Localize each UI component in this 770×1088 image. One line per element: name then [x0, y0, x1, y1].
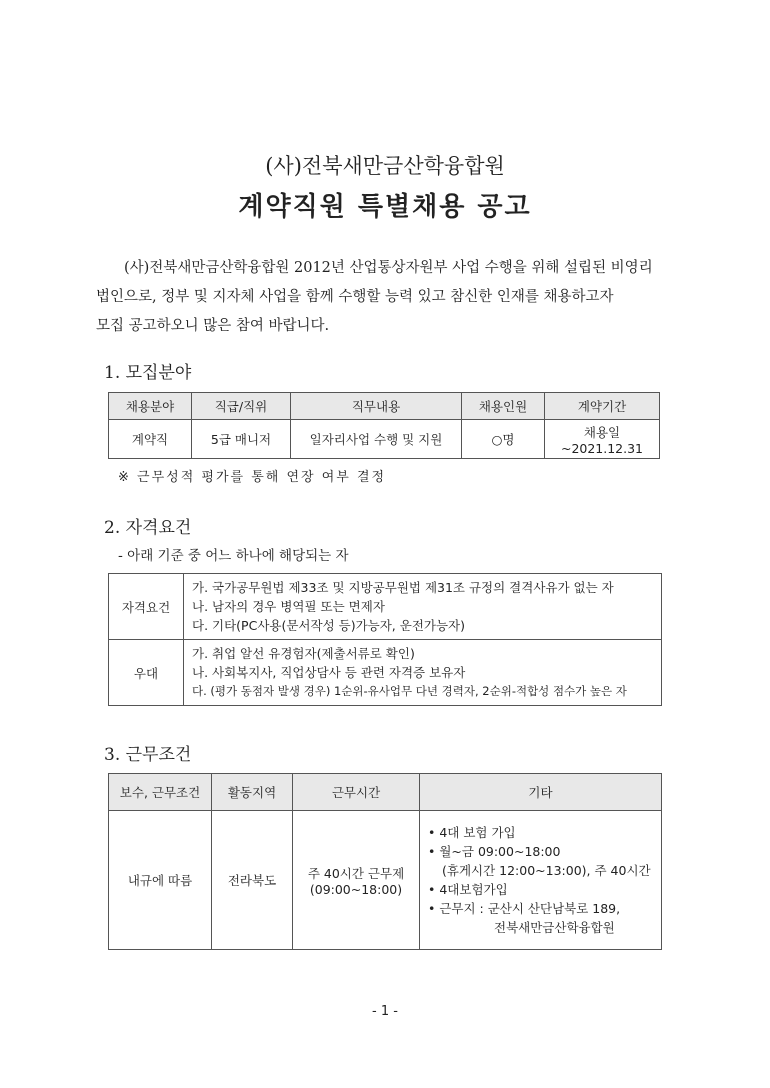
- etc-line: • 월~금 09:00~18:00: [428, 844, 561, 859]
- organization-name: (사)전북새만금산학융합원: [265, 154, 505, 178]
- preference-line: 다. (평가 동점자 발생 경우) 1순위-유사업무 다년 경력자, 2순위-적합성 점수가 높은 자: [192, 684, 627, 698]
- table-row: [109, 811, 662, 950]
- table-cell: 일자리사업 수행 및 지원: [291, 420, 462, 459]
- table-cell: ○명: [462, 420, 545, 459]
- table-cell: [184, 574, 662, 640]
- etc-line: • 근무지 : 군산시 산단남북로 189,: [428, 901, 621, 916]
- etc-line: • 4대보험가입: [428, 882, 508, 897]
- table-row-label: 우대: [109, 640, 184, 706]
- table-header-row: [109, 393, 660, 420]
- table-header-cell: 채용분야: [109, 393, 192, 420]
- intro-line: (사)전북새만금산학융합원 2012년 산업통상자원부 사업 수행을 위해 설립된 비영리: [124, 260, 653, 276]
- section3-heading: 3. 근무조건: [104, 745, 192, 765]
- table-cell: 전라북도: [212, 811, 293, 950]
- intro-paragraph: [96, 254, 676, 341]
- preference-line: 가. 취업 알선 유경험자(제출서류로 확인): [192, 646, 415, 661]
- table-header-cell: 직급/직위: [192, 393, 291, 420]
- qualification-line: 가. 국가공무원법 제33조 및 지방공무원법 제31조 규정의 결격사유가 없는 자: [192, 580, 614, 595]
- table-cell: [420, 811, 662, 950]
- preference-line: 나. 사회복지사, 직업상담사 등 관련 자격증 보유자: [192, 665, 466, 680]
- qualification-line: 다. 기타(PC사용(문서작성 등)가능자, 운전가능자): [192, 618, 465, 633]
- section2-heading: 2. 자격요건: [104, 518, 192, 538]
- section2-subnote: - 아래 기준 중 어느 하나에 해당되는 자: [118, 548, 349, 564]
- table-row: [109, 420, 660, 459]
- recruitment-table: [108, 392, 660, 459]
- table-cell: 채용일~2021.12.31: [545, 420, 660, 459]
- etc-line: (휴게시간 12:00~13:00), 주 40시간: [442, 863, 651, 878]
- table-header-cell: 계약기간: [545, 393, 660, 420]
- work-conditions-table: [108, 773, 662, 950]
- table-cell: 5급 매니저: [192, 420, 291, 459]
- table-cell: 계약직: [109, 420, 192, 459]
- document-title: 계약직원 특별채용 공고: [238, 192, 532, 222]
- table-header-row: [109, 774, 662, 811]
- page-number: - 1 -: [372, 1004, 398, 1019]
- table-header-cell: 보수, 근무조건: [109, 774, 212, 811]
- table-header-cell: 활동지역: [212, 774, 293, 811]
- table-row: [109, 574, 662, 640]
- hours-line: 주 40시간 근무제: [307, 865, 405, 881]
- intro-line: 법인으로, 정부 및 지자체 사업을 함께 수행할 능력 있고 참신한 인재를 채용하고자: [96, 289, 614, 305]
- section1-note: ※ 근무성적 평가를 통해 연장 여부 결정: [118, 470, 387, 485]
- hours-line: (09:00~18:00): [309, 881, 403, 897]
- table-row-label: 자격요건: [109, 574, 184, 640]
- table-header-cell: 기타: [420, 774, 662, 811]
- table-header-cell: 채용인원: [462, 393, 545, 420]
- section1-heading: 1. 모집분야: [104, 363, 192, 383]
- intro-line: 모집 공고하오니 많은 참여 바랍니다.: [96, 318, 330, 334]
- table-cell: 내규에 따름: [109, 811, 212, 950]
- table-header-cell: 근무시간: [293, 774, 420, 811]
- table-header-cell: 직무내용: [291, 393, 462, 420]
- etc-line: • 4대 보험 가입: [428, 825, 516, 840]
- qualification-table: [108, 573, 662, 706]
- table-row: [109, 640, 662, 706]
- table-cell: [293, 811, 420, 950]
- table-cell: [184, 640, 662, 706]
- qualification-line: 나. 남자의 경우 병역필 또는 면제자: [192, 599, 385, 614]
- etc-line: 전북새만금산학융합원: [494, 920, 615, 935]
